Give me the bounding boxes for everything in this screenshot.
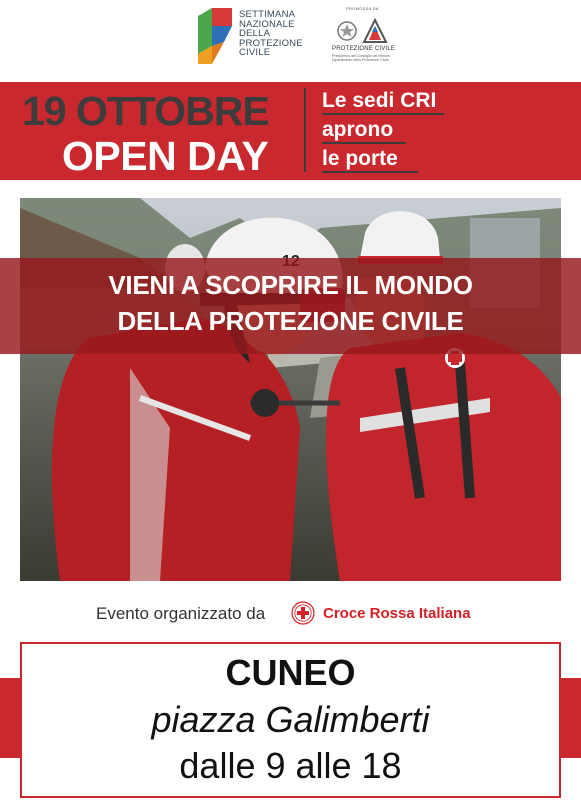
event-city: CUNEO [225, 652, 356, 693]
organizer-name: Croce Rossa Italiana [323, 605, 471, 622]
week-logo-mark-icon [196, 6, 236, 66]
italian-emblem-icon [336, 18, 358, 44]
red-cross-emblem-icon [291, 601, 315, 625]
tagline-line-1: Le sedi CRI [322, 90, 444, 115]
photo-caption [0, 267, 581, 339]
protezione-civile-logo [332, 6, 396, 64]
event-place: piazza Galimberti [151, 699, 430, 740]
week-logo [196, 6, 306, 66]
caption-line-1: VIENI A SCOPRIRE IL MONDO [108, 270, 473, 300]
pc-title: PROTEZIONE CIVILE [332, 46, 396, 52]
banner-event-title: OPEN DAY [62, 133, 269, 179]
pc-subtitle: Presidenza del Consiglio dei Ministri Dipartimento della Protezione Civile [332, 54, 390, 63]
tagline-line-2: aprono [322, 119, 406, 144]
promo-label: PROMOSSA DA [346, 6, 379, 11]
banner-tagline [322, 90, 444, 177]
week-logo-text: SETTIMANA NAZIONALE DELLA PROTEZIONE CIVILE [239, 9, 303, 59]
event-time: dalle 9 alle 18 [179, 745, 402, 786]
rescue-volunteers-photo [20, 198, 561, 581]
organizer-label: Evento organizzato da [96, 604, 266, 623]
banner-date: 19 OTTOBRE [22, 88, 269, 134]
banner-divider [304, 88, 306, 172]
tagline-line-3: le porte [322, 148, 418, 173]
caption-line-2: DELLA PROTEZIONE CIVILE [117, 306, 464, 336]
pc-triangle-icon [362, 18, 388, 44]
